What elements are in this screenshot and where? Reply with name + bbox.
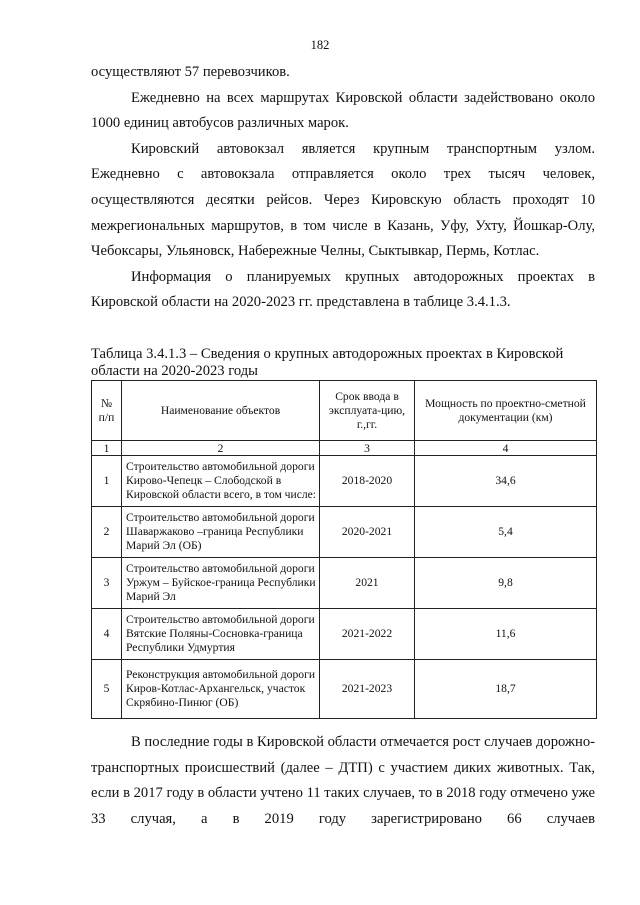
- row-power: 18,7: [415, 660, 597, 719]
- paragraph: В последние годы в Кировской области отмечается рост случаев дорожно-транспортных происшествий (далее – ДТП) с участием диких животных. Так, если в 2017 году в области учтено 11 таких случаев, то в 2018 году отмечено уже 33 случая, а в 2019 году зарегистрировано 66 случаев: [91, 734, 595, 827]
- table-header-row: [92, 381, 597, 441]
- table-row: [92, 507, 597, 558]
- table-row: [92, 456, 597, 507]
- row-term: 2021-2023: [320, 660, 415, 719]
- row-name: Реконструкция автомобильной дороги Киров-Котлас-Архангельск, участок Скрябино-Пинюг (ОБ): [122, 660, 320, 719]
- row-name: Строительство автомобильной дороги Кирово-Чепецк – Слободской в Кировской области всего, в том числе:: [122, 456, 320, 507]
- paragraph: Кировский автовокзал является крупным транспортным узлом. Ежедневно с автовокзала отправляется около трех тысяч человек, осуществляются десятки рейсов. Через Кировскую область проходят 10 межрегиональных маршрутов, в том числе в Казань, Уфу, Ухту, Йошкар-Олу, Чебоксары, Ульяновск, Набережные Челны, Сыктывкар, Пермь, Котлас.: [91, 140, 595, 260]
- row-term: 2021-2022: [320, 609, 415, 660]
- header-name: Наименование объектов: [122, 381, 320, 441]
- paragraph: Ежедневно на всех маршрутах Кировской области задействовано около 1000 единиц автобусов различных марок.: [91, 89, 595, 132]
- column-number: 3: [320, 441, 415, 456]
- table-row: [92, 558, 597, 609]
- row-term: 2021: [320, 558, 415, 609]
- header-term: Срок ввода в эксплуата-цию, г.,гг.: [320, 381, 415, 441]
- row-name: Строительство автомобильной дороги Шаваржаково –граница Республики Марий Эл (ОБ): [122, 507, 320, 558]
- projects-table: [91, 380, 597, 719]
- table-row: [92, 660, 597, 719]
- body-text-bottom: [91, 730, 595, 832]
- column-number-row: [92, 441, 597, 456]
- row-number: 2: [92, 507, 122, 558]
- row-name: Строительство автомобильной дороги Вятские Поляны-Сосновка-граница Республики Удмуртия: [122, 609, 320, 660]
- table-caption: Таблица 3.4.1.3 – Сведения о крупных автодорожных проектах в Кировской области на 2020-2023 годы: [91, 346, 564, 379]
- row-number: 1: [92, 456, 122, 507]
- row-power: 5,4: [415, 507, 597, 558]
- row-name: Строительство автомобильной дороги Уржум – Буйское-граница Республики Марий Эл: [122, 558, 320, 609]
- column-number: 2: [122, 441, 320, 456]
- column-number: 1: [92, 441, 122, 456]
- header-power: Мощность по проектно-сметной документации (км): [415, 381, 597, 441]
- table-row: [92, 609, 597, 660]
- paragraph: осуществляют 57 перевозчиков.: [91, 64, 290, 80]
- row-number: 3: [92, 558, 122, 609]
- header-number: № п/п: [92, 381, 122, 441]
- column-number: 4: [415, 441, 597, 456]
- body-text-top: [91, 60, 595, 316]
- paragraph: Информация о планируемых крупных автодорожных проектах в Кировской области на 2020-2023 гг. представлена в таблице 3.4.1.3.: [91, 268, 595, 311]
- row-power: 9,8: [415, 558, 597, 609]
- page-number: 182: [310, 38, 330, 52]
- row-term: 2018-2020: [320, 456, 415, 507]
- row-number: 5: [92, 660, 122, 719]
- row-term: 2020-2021: [320, 507, 415, 558]
- row-power: 11,6: [415, 609, 597, 660]
- row-power: 34,6: [415, 456, 597, 507]
- row-number: 4: [92, 609, 122, 660]
